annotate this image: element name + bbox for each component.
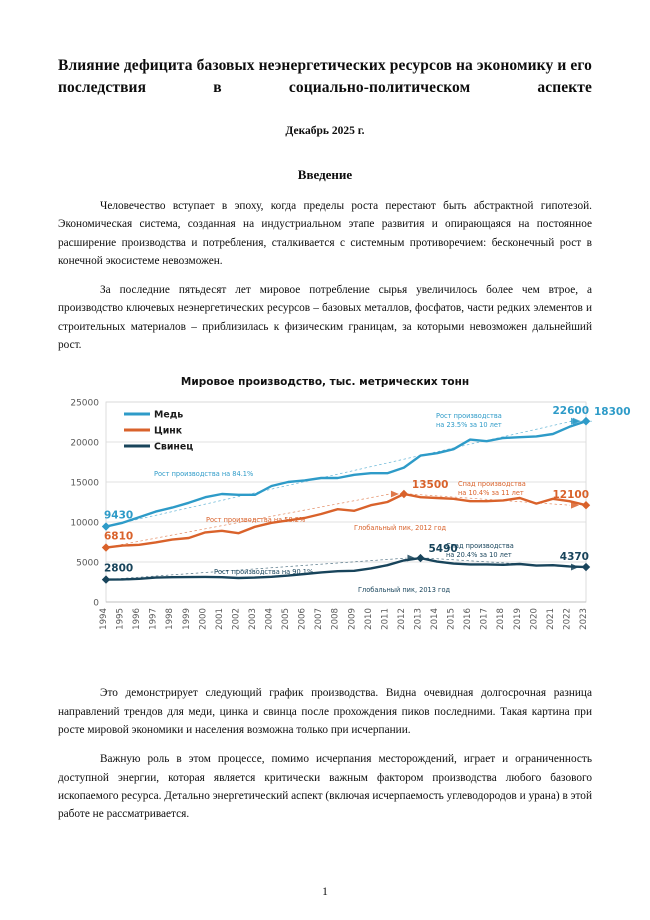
x-axis-tick-label: 2001 [214, 608, 225, 631]
data-label-peak: 18300 [594, 406, 631, 419]
paragraph-after-1: Это демонстрирует следующий график производства. Видна очевидная долгосрочная разница направлений трендов для меди, цинка и свинца после прохождения пиков последними. Такая картина при росте мировой экономики и населения возможна только при исчерпании. [58, 687, 592, 736]
chart-annotation: Глобальный пик, 2012 год [354, 524, 447, 533]
legend-label: Цинк [154, 425, 183, 437]
x-axis-tick-label: 2019 [512, 608, 523, 631]
x-axis-tick-label: 2020 [529, 608, 540, 631]
paragraph-after-2: Важную роль в этом процессе, помимо исчерпания месторождений, играет и ограниченность доступной энергии, которая является критически важным фактором производства любого базового ископаемого ресурса. Детально энергетический аспект (включая исчерпаемость углеводородов и урана) в этой работе не рассматривается. [58, 753, 592, 821]
x-axis-tick-label: 2021 [545, 608, 556, 631]
page-number: 1 [322, 886, 328, 898]
production-chart [58, 372, 631, 662]
legend-label: Медь [154, 409, 184, 421]
chart-svg [58, 372, 631, 662]
x-axis-tick-label: 2018 [496, 608, 507, 631]
x-axis-tick-label: 1999 [181, 608, 192, 631]
y-axis-tick-label: 20000 [70, 438, 99, 449]
chart-annotation: Спад производства [446, 542, 514, 551]
data-label-start: 9430 [104, 509, 134, 522]
x-axis-tick-label: 2012 [396, 608, 407, 631]
x-axis-tick-label: 2023 [579, 608, 589, 631]
x-axis-tick-label: 2005 [281, 608, 292, 631]
x-axis-tick-label: 2022 [562, 608, 573, 631]
section-heading-introduction: Введение [297, 167, 353, 182]
x-axis-tick-label: 2016 [463, 608, 474, 631]
page-title: Влияние дефицита базовых неэнергетических ресурсов на экономику и его последствия в социально-политическом аспекте [58, 57, 592, 96]
chart-annotation: Глобальный пик, 2013 год [358, 586, 451, 595]
document-date: Декабрь 2025 г. [285, 125, 365, 137]
data-label-end: 4370 [559, 551, 589, 564]
x-axis-tick-label: 2000 [198, 608, 209, 631]
y-axis-tick-label: 25000 [70, 398, 99, 409]
x-axis-tick-label: 2010 [363, 608, 374, 631]
chart-annotation: Рост производства на 58.2% [206, 516, 306, 525]
x-axis-tick-label: 2011 [380, 608, 391, 631]
data-label-start: 6810 [104, 530, 134, 543]
x-axis-tick-label: 1996 [132, 608, 143, 631]
y-axis-tick-label: 15000 [70, 478, 99, 489]
y-axis-tick-label: 0 [93, 598, 99, 609]
chart-annotation: Рост производства на 90.1% [214, 568, 314, 577]
x-axis-tick-label: 2004 [264, 608, 275, 631]
chart-annotation: на 10.4% за 11 лет [458, 489, 524, 498]
x-axis-tick-label: 1995 [115, 608, 126, 631]
data-label-peak: 13500 [411, 479, 449, 492]
chart-annotation: Рост производства [436, 412, 502, 421]
y-axis-tick-label: 10000 [70, 518, 99, 529]
legend-label: Свинец [154, 441, 194, 453]
data-label-end: 12100 [552, 489, 589, 502]
y-axis-tick-label: 5000 [76, 558, 99, 569]
chart-annotation: на 23.5% за 10 лет [436, 421, 502, 430]
x-axis-tick-label: 2007 [314, 608, 325, 631]
chart-title: Мировое производство, тыс. метрических тонн [180, 376, 470, 389]
paragraph-intro-2: За последние пятьдесят лет мировое потребление сырья увеличилось более чем втрое, а производство ключевых неэнергетических ресурсов – базовых металлов, фосфатов, части редких элементов и строительных материалов – приблизилась к физическим границам, за которыми невозможен дальнейший рост. [58, 284, 592, 352]
data-label-peak: 5490 [428, 543, 458, 556]
x-axis-tick-label: 2014 [430, 608, 441, 631]
chart-annotation: Спад производства [458, 480, 526, 489]
x-axis-tick-label: 2017 [479, 608, 490, 631]
x-axis-tick-label: 2009 [347, 608, 358, 631]
chart-annotation: на 20.4% за 10 лет [446, 551, 512, 560]
chart-annotation: Рост производства на 84.1% [154, 470, 254, 479]
x-axis-tick-label: 1997 [148, 608, 159, 631]
x-axis-tick-label: 2015 [446, 608, 457, 631]
x-axis-tick-label: 2008 [330, 608, 341, 631]
paragraph-intro-1: Человечество вступает в эпоху, когда пределы роста перестают быть абстрактной гипотезой. Экономическая система, созданная на индустриальном этапе развития и опирающаяся на постоянное расширение производства и потребления, сталкивается с системным противоречием: бесконечный рост в конечной экосистеме невозможен. [58, 200, 592, 267]
x-axis-tick-label: 2002 [231, 608, 242, 631]
x-axis-tick-label: 1998 [165, 608, 176, 631]
data-label-start: 2800 [104, 562, 134, 575]
x-axis-tick-label: 1994 [99, 608, 109, 631]
data-label-end: 22600 [552, 405, 589, 418]
x-axis-tick-label: 2003 [247, 608, 258, 631]
x-axis-tick-label: 2013 [413, 608, 424, 631]
x-axis-tick-label: 2006 [297, 608, 308, 631]
